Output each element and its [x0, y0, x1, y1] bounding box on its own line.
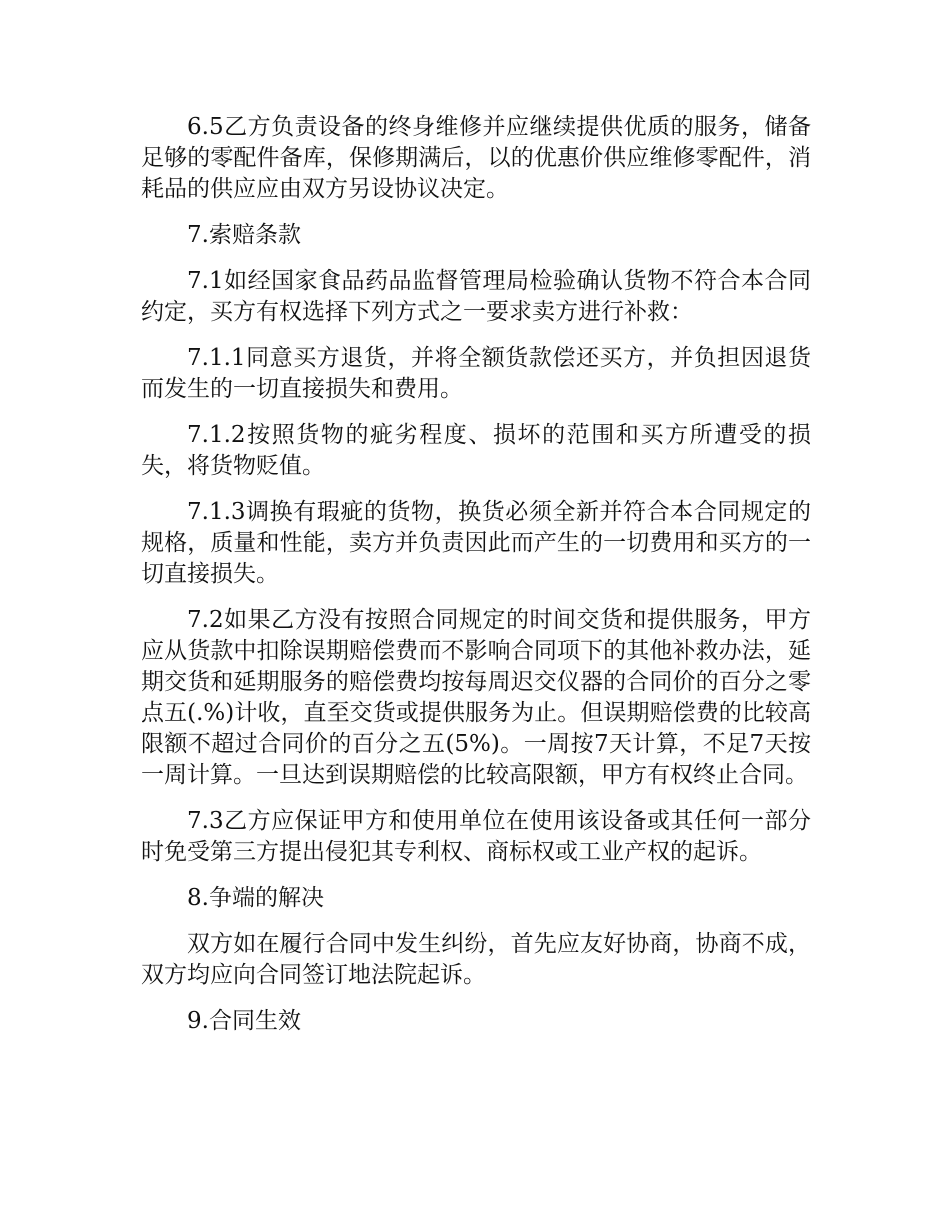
- dispute-resolution-paragraph: 双方如在履行合同中发生纠纷，首先应友好协商，协商不成，双方均应向合同签订地法院起诉。: [141, 931, 811, 988]
- document-page: [141, 112, 811, 1052]
- section-9-heading: 9.合同生效: [187, 1008, 301, 1034]
- clause-7-1-1-paragraph: 7.1.1同意买方退货，并将全额货款偿还买方，并负担因退货而发生的一切直接损失和费用。: [141, 345, 811, 402]
- section-8-heading: 8.争端的解决: [187, 885, 324, 911]
- section-7-heading: 7.索赔条款: [187, 222, 301, 248]
- clause-6-5-paragraph: 6.5乙方负责设备的终身维修并应继续提供优质的服务，储备足够的零配件备库，保修期满后，以的优惠价供应维修零配件，消耗品的供应应由双方另设协议决定。: [141, 114, 811, 202]
- clause-7-2-paragraph: 7.2如果乙方没有按照合同规定的时间交货和提供服务，甲方应从货款中扣除误期赔偿费而不影响合同项下的其他补救办法，延期交货和延期服务的赔偿费均按每周迟交仪器的合同价的百分之零点五(.%)计收，直至交货或提供服务为止。但误期赔偿费的比较高限额不超过合同价的百分之五(5%)。一周按7天计算，不足7天按一周计算。一旦达到误期赔偿的比较高限额，甲方有权终止合同。: [141, 607, 811, 788]
- clause-7-1-paragraph: 7.1如经国家食品药品监督管理局检验确认货物不符合本合同约定，买方有权选择下列方式之一要求卖方进行补救：: [141, 268, 811, 325]
- clause-7-3-paragraph: 7.3乙方应保证甲方和使用单位在使用该设备或其任何一部分时免受第三方提出侵犯其专利权、商标权或工业产权的起诉。: [141, 808, 811, 865]
- clause-7-1-3-paragraph: 7.1.3调换有瑕疵的货物，换货必须全新并符合本合同规定的规格，质量和性能，卖方并负责因此而产生的一切费用和买方的一切直接损失。: [141, 499, 811, 587]
- clause-7-1-2-paragraph: 7.1.2按照货物的疵劣程度、损坏的范围和买方所遭受的损失，将货物贬值。: [141, 422, 811, 479]
